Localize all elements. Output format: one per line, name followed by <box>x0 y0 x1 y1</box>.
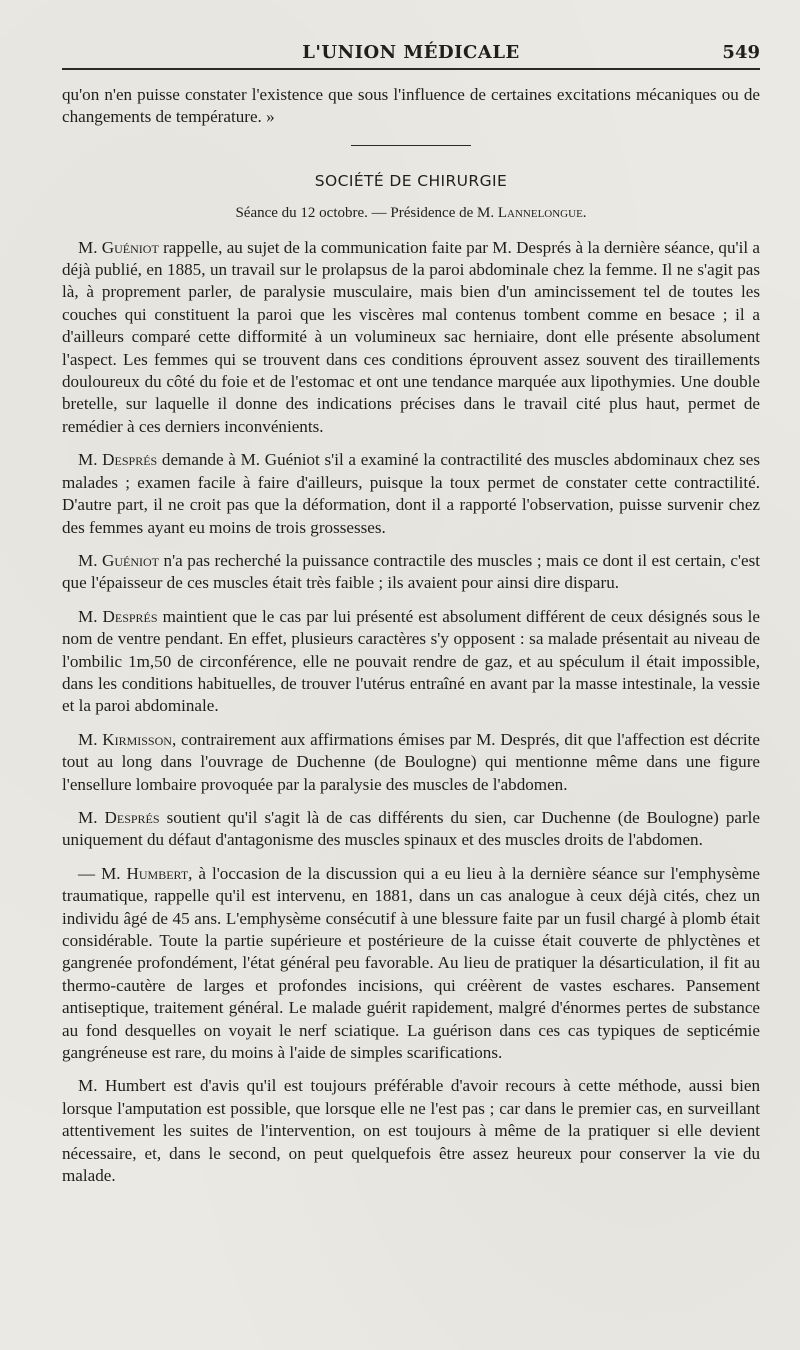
paragraph <box>62 1075 760 1187</box>
journal-title: L'UNION MÉDICALE <box>302 42 520 63</box>
paragraph <box>62 449 760 539</box>
speaker-name: — M. Humbert <box>78 863 189 883</box>
speaker-name: M. Després <box>78 807 160 827</box>
paragraph <box>62 550 760 595</box>
section-title: SOCIÉTÉ DE CHIRURGIE <box>314 171 508 190</box>
speaker-name: M. Guéniot <box>78 550 159 570</box>
paragraph-text: demande à M. Guéniot s'il a examiné la contractilité des muscles abdominaux chez ses malades ; examen facile à faire d'ailleurs, puisque la toux permet de constater cette contractilité. D'autre part, il ne croit pas que la déformation, dont il a rapporté l'observation, puisse survenir chez des femmes ayant eu moins de trois grossesses. <box>62 450 760 537</box>
paragraph <box>62 863 760 1065</box>
paragraph-text: M. Humbert est d'avis qu'il est toujours préférable d'avoir recours à cette méthode, aussi bien lorsque l'amputation est possible, que lorsque elle ne l'est pas ; car dans le premier cas, en surveillant attentivement les suites de l'intervention, on est toujours à même de la pratiquer si elle devient nécessaire, et, dans le second, on peut quelquefois être assez heureux pour conserver la vie du malade. <box>62 1076 760 1186</box>
paragraph-text: rappelle, au sujet de la communication faite par M. Després à la dernière séance, qu'il a déjà publié, en 1885, un travail sur le prolapsus de la paroi abdominale chez la femme. Il ne s'agit pas là, à proprement parler, de paralysie musculaire, mais bien d'un amincissement tel de toutes les couches qui constituent la paroi que les viscères mal contenus tombent comme en besace ; il a d'ailleurs comparé cette difformité à un volumineux sac herniaire, dont elle présente absolument l'aspect. Les femmes qui se trouvent dans ces conditions éprouvent assez souvent des tiraillements douloureux du côté du foie et de l'estomac et ont une tendance marquée aux lipothymies. Une double bretelle, sur laquelle il donne des indications précises dans le travail cité plus haut, permet de remédier à ces derniers inconvénients. <box>62 237 760 436</box>
paragraph <box>62 807 760 852</box>
paragraph-text: n'a pas recherché la puissance contractile des muscles ; mais ce dont il est certain, c'est que l'épaisseur de ces muscles était très faible ; ils avaient pour ainsi dire disparu. <box>62 550 760 593</box>
page-number: 549 <box>722 42 760 63</box>
paragraph <box>62 606 760 718</box>
paragraph <box>62 237 760 439</box>
session-prefix: Séance du 12 octobre. — Présidence de M. <box>235 205 495 222</box>
paragraph-text: soutient qu'il s'agit là de cas différents du sien, car Duchenne (de Boulogne) parle uniquement du défaut d'antagonisme des muscles spinaux et des muscles droits de l'abdomen. <box>62 807 760 850</box>
running-header <box>62 38 760 70</box>
paragraph-text: , à l'occasion de la discussion qui a eu lieu à la dernière séance sur l'emphysème traumatique, rappelle qu'il est intervenu, en 1881, dans un cas analogue à ceux déjà cités, chez un individu âgé de 45 ans. L'emphysème consécutif à une blessure faite par un fusil chargé à plomb était considérable. Toute la partie supérieure et postérieure de la cuisse était couverte de phlyctènes et gangrenée profondément, l'état général peu favorable. Au lieu de pratiquer la désarticulation, il fit au thermo-cautère de larges et profondes incisions, qui créèrent de vastes eschares. Pansement antiseptique, traitement général. Le malade guérit rapidement, malgré d'énormes pertes de substance au fond desquelles on voyait le nerf sciatique. La guérison dans ces cas typiques de septicémie gangréneuse est rare, du moins à l'aide de simples scarifications. <box>62 863 760 1063</box>
president-name: Lannelongue. <box>497 205 587 222</box>
speaker-name: M. Després <box>78 450 158 470</box>
speaker-name: M. Kirmisson <box>78 729 172 749</box>
paragraph <box>62 729 760 796</box>
paragraph-text: , contrairement aux affirmations émises par M. Després, dit que l'affection est décrite tout au long dans l'ouvrage de Duchenne (de Boulogne) qui mentionne même dans une figure l'ensellure lombaire provoquée par la paralysie des muscles de l'abdomen. <box>62 729 761 794</box>
paragraph-text: maintient que le cas par lui présenté est absolument différent de ceux désignés sous le nom de ventre pendant. En effet, plusieurs caractères s'y opposent : sa malade présentait au niveau de l'ombilic 1m,50 de circonférence, elle ne pouvait rendre de gaz, et au spéculum il était impossible, dans les conditions habituelles, de trouver l'utérus entraîné en avant par la masse intestinale, la vessie et la paroi abdominale. <box>62 606 760 716</box>
speaker-name: M. Guéniot <box>78 237 159 257</box>
speaker-name: M. Després <box>78 606 158 626</box>
session-line <box>62 202 760 224</box>
section-divider <box>351 145 471 146</box>
opening-paragraph: qu'on n'en puisse constater l'existence que sous l'influence de certaines excitations mécaniques ou de changements de température. » <box>62 85 760 127</box>
page-body <box>62 84 760 1187</box>
